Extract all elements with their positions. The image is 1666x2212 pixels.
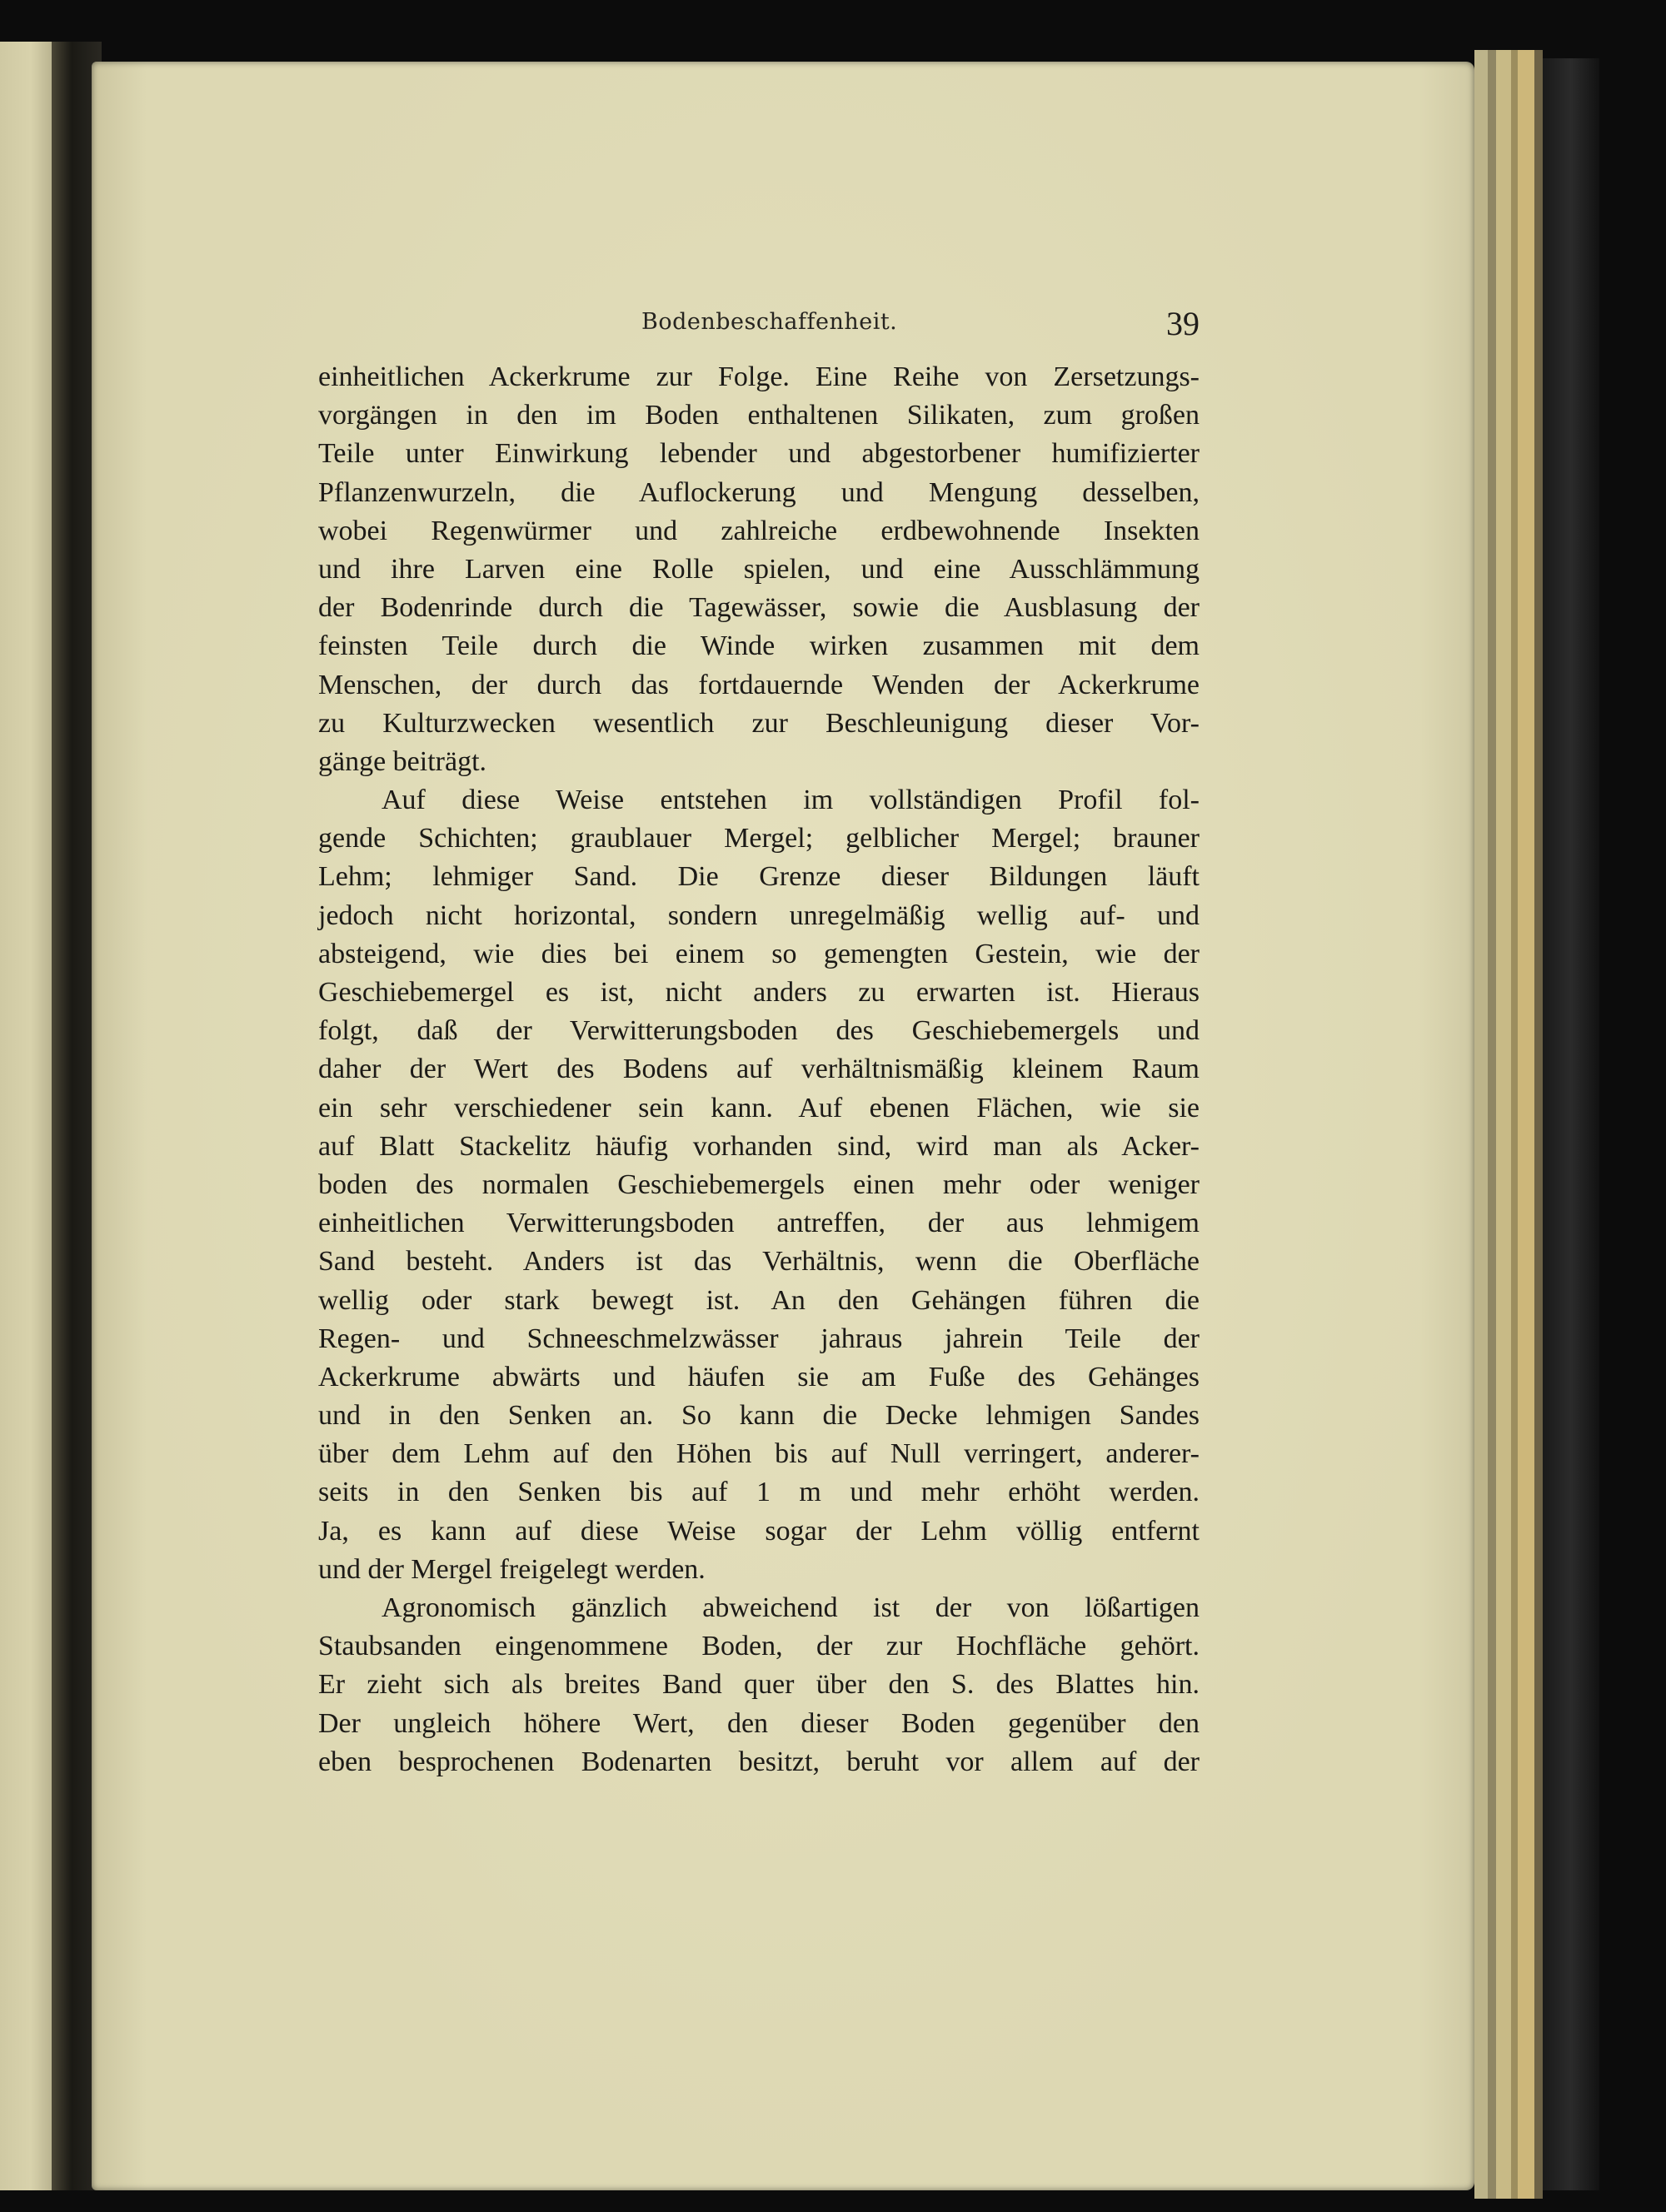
text-line: vorgängen in den im Boden enthaltenen Silikaten, zum großen xyxy=(318,400,1200,431)
text-line: über dem Lehm auf den Höhen bis auf Null verringert, anderer- xyxy=(318,1438,1200,1470)
text-line: auf Blatt Stackelitz häufig vorhanden sind, wird man als Acker- xyxy=(318,1130,1200,1162)
facing-page-edge xyxy=(0,42,52,2190)
text-line: und ihre Larven eine Rolle spielen, und eine Ausschlämmung xyxy=(318,553,1200,585)
page-edge-stack xyxy=(1496,50,1511,2199)
page-edge-stack xyxy=(1511,50,1518,2199)
page-edge-stack xyxy=(1518,50,1534,2199)
text-line: Teile unter Einwirkung lebender und abgestorbener humifizierter xyxy=(318,438,1200,470)
text-line: jedoch nicht horizontal, sondern unregelmäßig wellig auf- und xyxy=(318,899,1200,931)
page-number: 39 xyxy=(1166,305,1200,342)
book-cover xyxy=(1543,58,1599,2190)
text-line: Geschiebemergel es ist, nicht anders zu erwarten ist. Hieraus xyxy=(318,977,1200,1008)
text-line: folgt, daß der Verwitterungsboden des Geschiebemergels und xyxy=(318,1015,1200,1047)
text-line: Lehm; lehmiger Sand. Die Grenze dieser Bildungen läuft xyxy=(318,861,1200,893)
text-line: der Bodenrinde durch die Tagewässer, sowie die Ausblasung der xyxy=(318,592,1200,624)
text-line: Staubsanden eingenommene Boden, der zur Hochfläche gehört. xyxy=(318,1631,1200,1662)
text-line: und in den Senken an. So kann die Decke lehmigen Sandes xyxy=(318,1400,1200,1432)
paragraph-last-line: und der Mergel freigelegt werden. xyxy=(318,1553,706,1585)
text-line: wobei Regenwürmer und zahlreiche erdbewohnende Insekten xyxy=(318,515,1200,546)
text-line: boden des normalen Geschiebemergels einen mehr oder weniger xyxy=(318,1168,1200,1200)
text-line: absteigend, wie dies bei einem so gemengten Gestein, wie der xyxy=(318,938,1200,969)
text-line: daher der Wert des Bodens auf verhältnismäßig kleinem Raum xyxy=(318,1054,1200,1085)
paragraph-first-line: Auf diese Weise entstehen im vollständigen Profil fol- xyxy=(382,785,1200,816)
text-line: Ackerkrume abwärts und häufen sie am Fuße des Gehänges xyxy=(318,1361,1200,1392)
text-line: gende Schichten; graublauer Mergel; gelblicher Mergel; brauner xyxy=(318,823,1200,854)
running-head xyxy=(317,304,1200,354)
text-line: Pflanzenwurzeln, die Auflockerung und Mengung desselben, xyxy=(318,476,1200,508)
body-text xyxy=(318,358,1200,1781)
text-line: Sand besteht. Anders ist das Verhältnis, wenn die Oberfläche xyxy=(318,1246,1200,1278)
paragraph-last-line: gänge beiträgt. xyxy=(318,745,487,777)
text-line: Der ungleich höhere Wert, den dieser Boden gegenüber den xyxy=(318,1707,1200,1739)
page-edge-stack xyxy=(1488,50,1496,2199)
text-line: zu Kulturzwecken wesentlich zur Beschleunigung dieser Vor- xyxy=(318,707,1200,739)
text-line: seits in den Senken bis auf 1 m und mehr erhöht werden. xyxy=(318,1477,1200,1508)
text-line: Ja, es kann auf diese Weise sogar der Lehm völlig entfernt xyxy=(318,1515,1200,1547)
text-line: einheitlichen Verwitterungsboden antreffen, der aus lehmigem xyxy=(318,1208,1200,1239)
text-line: ein sehr verschiedener sein kann. Auf ebenen Flächen, wie sie xyxy=(318,1092,1200,1123)
text-line: einheitlichen Ackerkrume zur Folge. Eine Reihe von Zersetzungs- xyxy=(318,361,1200,392)
text-line: Menschen, der durch das fortdauernde Wenden der Ackerkrume xyxy=(318,669,1200,700)
text-line: wellig oder stark bewegt ist. An den Gehängen führen die xyxy=(318,1284,1200,1316)
running-head-title: Bodenbeschaffenheit. xyxy=(641,309,898,335)
page-edge-stack xyxy=(1474,50,1488,2199)
page-edge-stack xyxy=(1534,50,1543,2199)
text-line: Regen- und Schneeschmelzwässer jahraus jahrein Teile der xyxy=(318,1323,1200,1354)
text-line: Er zieht sich als breites Band quer über den S. des Blattes hin. xyxy=(318,1669,1200,1701)
text-line: feinsten Teile durch die Winde wirken zusammen mit dem xyxy=(318,630,1200,662)
text-line: eben besprochenen Bodenarten besitzt, beruht vor allem auf der xyxy=(318,1746,1200,1777)
paragraph-first-line: Agronomisch gänzlich abweichend ist der von lößartigen xyxy=(382,1592,1200,1623)
